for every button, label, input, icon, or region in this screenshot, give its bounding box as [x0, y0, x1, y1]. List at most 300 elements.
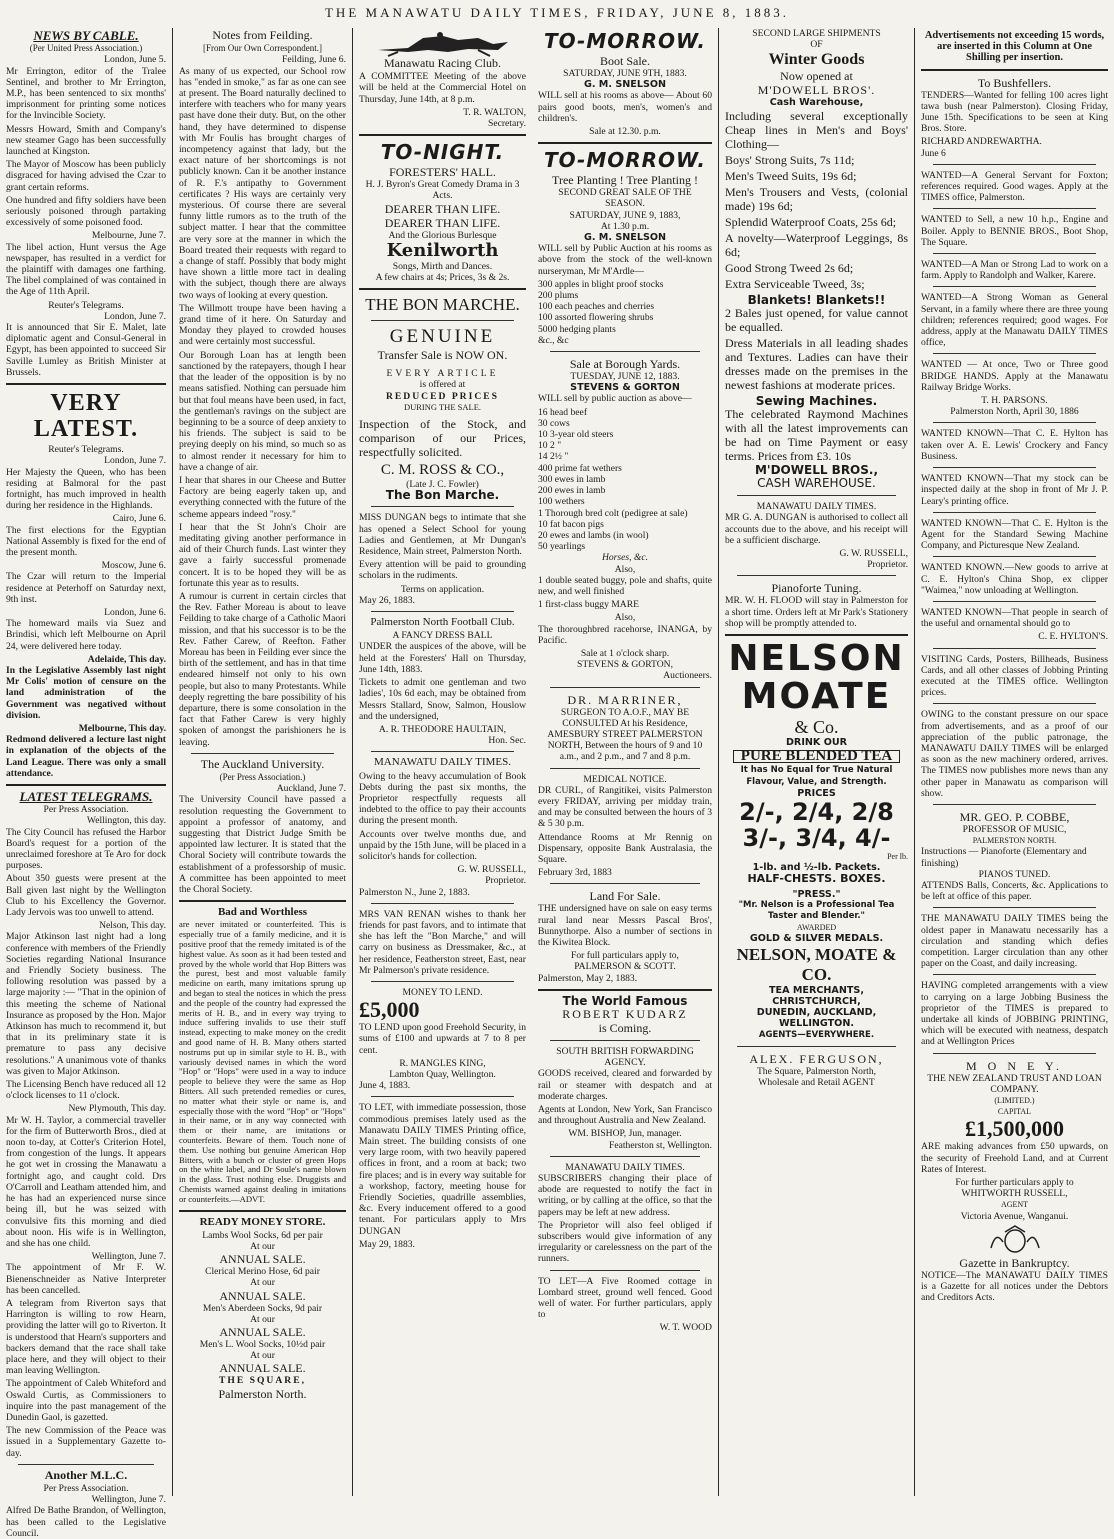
sale-item: 1 double seated buggy, pole and shafts, quite new, and well finished	[538, 574, 712, 597]
medals: GOLD & SILVER MEDALS.	[749, 933, 884, 945]
flood-notice: MR. W. H. FLOOD will stay in Palmerston for a short time. Orders left at Mr Park's Stationery shop will be promptly attended to.	[725, 595, 908, 629]
to-let-notice: TO LET—A Five Roomed cottage in Lombard street, ground well fenced. Good well of water. For further particulars, apply to	[538, 1275, 712, 1321]
signature: T. H. PARSONS.	[981, 395, 1048, 407]
article-paragraph: As many of us expected, our School row has "ended in smoke," as far as one can see at present. The Board naturally declined to interfere with teachers who for many years past have done their duty. But, on the other hand, they have determined to dispense with Mr Foulis has brought charges of incompetency against that lady, but the exact nature of her shortcomings is not publicly known. Can it be another instance of R. F.'s antipathy to Government certificates ? His ways are certainly very mysterious. Of course there are several funny little rumors as to the truth of the subject matter. I hear that the committee are very sore at the manner in which the Board treated their requests with regard to a change of staff. Possibly that body might have shown a little more tact in dealing with the subject, though there are always two ways of looking at every question.	[179, 65, 346, 301]
half-chests: HALF-CHESTS. BOXES.	[747, 872, 886, 886]
divider	[933, 601, 1096, 602]
mcdowell-name: M'DOWELL BROS'.	[757, 83, 876, 98]
section-sub: Per Press Association.	[43, 804, 129, 816]
article-paragraph: The libel action, Hunt versus the Age newspaper, has resulted in a verdict for the plaintiff with damages one farthing. The libel complained of was contained in the Age of 11th April.	[6, 241, 166, 298]
co-text: & Co.	[794, 717, 839, 738]
classified: WANTED—A General Servant for Foxton; references required. Good wages. Apply at the TIMES office, Palmerston.	[921, 169, 1108, 204]
dateline: London, June 7.	[104, 310, 166, 322]
tomorrow-heading: TO-MORROW.	[544, 148, 706, 173]
burlesque-line: And the Glorious Burlesque	[388, 229, 497, 241]
classified: TENDERS—Wanted for felling 100 acres light tawa bush (near Palmerston). Closing Friday, June 15th. Specifications to be seen at King Bros. Store.	[921, 89, 1108, 135]
price-row: 3/-, 3/4, 4/-	[742, 824, 891, 853]
sale-date: TUESDAY, JUNE 12, 1883.	[570, 371, 680, 383]
sale-at: At our	[250, 1350, 275, 1362]
classified: WANTED to Sell, a new 10 h.p., Engine and Boiler. Apply to BENNIE BROS., Boot Shop, The Square.	[921, 214, 1108, 248]
date: May 29, 1883.	[359, 1238, 415, 1250]
list-item: 30 cows	[538, 417, 570, 429]
column-3	[352, 28, 532, 1496]
sale-item: Men's L. Wool Socks, 10½d pair	[199, 1338, 326, 1350]
signature: RICHARD ANDREWARTHA.	[921, 136, 1042, 148]
divider	[18, 1464, 154, 1465]
mdt-heading: MANAWATU DAILY TIMES.	[373, 756, 512, 769]
price-line: Splendid Waterproof Coats, 25s 6d;	[725, 214, 897, 229]
marriner-heading: DR. MARRINER,	[567, 692, 683, 707]
annual-sale: ANNUAL SALE.	[219, 1252, 306, 1267]
divider	[737, 575, 896, 576]
list-item: 10 2 "	[538, 440, 562, 452]
article-paragraph: The Licensing Bench have reduced all 12 o'clock licenses to 11 o'clock.	[6, 1079, 166, 1102]
medical-heading: MEDICAL NOTICE.	[583, 773, 667, 785]
dateline: Melbourne, June 7.	[91, 230, 166, 242]
article-paragraph: Her Majesty the Queen, who has been residing at Balmoral for the past fortnight, has much improved in health during her residence in the Highlands.	[6, 466, 166, 512]
divider	[359, 134, 526, 136]
awarded: AWARDED	[796, 923, 837, 933]
second-sale: SECOND GREAT SALE OF THE SEASON.	[558, 187, 692, 210]
dateline: Cairo, June 6.	[112, 513, 166, 525]
sale-item: The thoroughbred racehorse, INANGA, by Pacific.	[538, 623, 712, 646]
article-paragraph: Mr Errington, editor of the Tralee Sentinel, and brother to Mr Errington, M.P., has been sentenced to six months' imprisonment for printing some notices for the Invincible Society.	[6, 65, 166, 122]
price-line: Men's Tweed Suits, 19s 6d;	[725, 168, 857, 183]
bon-marche-heading: THE BON MARCHE.	[365, 295, 520, 315]
column-mcdowell	[718, 28, 914, 1496]
address: Lambton Quay, Wellington.	[389, 1068, 496, 1080]
hop-bitters-advert: are never imitated or counterfeited. This is especially true of a family medicine, and it is positive proof that the remedy imitated is of the highest value. As soon as it had been tested and proved by the whole world that Hop Bitters was the purest, best and most valuable family medicine on earth, many imitations sprung up and began to steal the notices in which the press and the people of the country had expressed the merits of H. B., and in every way trying to induce suffering invalids to use their stuff instead, expecting to make money on the credit and good name of H. B. Many others started nostrums put up in similar style to H. B., with variously devised names in which the word "Hop" or "Hops" were used in a way to induce people to believe they were the same as Hop Bitters. All such pretended remedies or cures, no matter what their style or name is, and especially those with the word "Hop" or "Hops" in their name, or in any way connected with them or their name, are imitations or counterfeits. Beware of them. Touch none of them. Use nothing but genuine American Hop Bitters, with a bunch or cluster of green Hops on the white label, and Dr Soule's name blown in the glass. Trust nothing else. Druggists and Chemists warned against dealing in imitations or counterfeits.—ADVT.	[179, 919, 346, 1204]
reduced-prices: REDUCED PRICES	[385, 390, 500, 402]
date: June 4, 1883.	[359, 1080, 411, 1092]
signature: T. R. WALTON,	[463, 106, 526, 118]
list-item: &c., &c	[538, 334, 569, 346]
limited: (LIMITED.)	[994, 1096, 1035, 1106]
capital-amount: £1,500,000	[965, 1116, 1064, 1142]
mdt-notice: Accounts over twelve months due, and unpaid by the 15th June, will be placed in a solicitor's hands for collection.	[359, 828, 526, 862]
sale-notice: WILL sell by Public Auction at his rooms as above from the stock of the well-known nurseryman, Mr M'Ardle—	[538, 243, 712, 277]
prices-label: PRICES	[797, 787, 836, 799]
ross-sub: (Late J. C. Fowler)	[406, 479, 479, 491]
dateline: Wellington, this day.	[86, 815, 166, 827]
dateline: Adelaide, This day.	[87, 653, 166, 665]
ready-money-heading: READY MONEY STORE.	[199, 1215, 326, 1228]
money-amount: £5,000	[359, 997, 420, 1023]
capital-label: CAPITAL	[997, 1107, 1032, 1117]
dateline: New Plymouth, This day.	[68, 1103, 166, 1115]
dateline: Wellington, June 7.	[91, 1251, 166, 1263]
sale-date: SATURDAY, JUNE 9, 1883,	[569, 209, 681, 221]
date: May 26, 1883.	[359, 594, 415, 606]
divider	[538, 142, 712, 144]
sale-at: At our	[250, 1277, 275, 1289]
land-notice: THE undersigned have on sale on easy terms rural land near Messrs Pascal Bros', Bunnythorpe. Also a number of sections in the Kiwitea Block.	[538, 903, 712, 948]
subs-notice: SUBSCRIBERS changing their place of abode are requested to notify the fact in writing, or by calling at the office, so that the papers may be left at new address.	[538, 1173, 712, 1218]
column-6	[914, 28, 1114, 1496]
list-item: 100 assorted flowering shrubs	[538, 312, 654, 324]
list-item: 5000 hedging plants	[538, 323, 616, 335]
feilding-heading: Notes from Feilding.	[212, 28, 313, 42]
ball-notice: UNDER the auspices of the above, will be held at the Foresters' Hall on Thursday, June 14th, 1883.	[359, 641, 526, 675]
article-paragraph: In the Legislative Assembly last night Mr Colis' motion of censure on the land administration of the Government was negatived without division.	[6, 664, 166, 721]
divider	[550, 1156, 700, 1157]
classified: WANTED KNOWN—That my stock can be inspected daily at the shop in front of Mr J. P. Leary's printing office.	[921, 473, 1108, 507]
divider	[550, 1270, 700, 1271]
divider	[933, 253, 1096, 254]
price-line: Boys' Strong Suits, 7s 11d;	[725, 152, 855, 167]
during-sale: DURING THE SALE.	[403, 401, 482, 412]
press-label: "PRESS."	[792, 888, 841, 900]
signature-role: Secretary.	[488, 118, 526, 130]
price-line: A novelty—Waterproof Leggings, 8s 6d;	[725, 230, 908, 259]
mcdowell-sign: M'DOWELL BROS.,	[754, 463, 879, 478]
sale-item: 1 first-class buggy MARE	[538, 599, 639, 611]
packets: 1-lb. and ½-lb. Packets.	[752, 862, 881, 874]
dateline: London, June 7.	[104, 455, 166, 467]
divider	[737, 495, 896, 496]
also: Also,	[614, 563, 636, 575]
nelson-moate-co: NELSON, MOATE & CO.	[736, 944, 897, 984]
list-item: 20 ewes and lambs (in wool)	[538, 529, 649, 541]
pure-tea: PURE BLENDED TEA	[733, 750, 900, 763]
ross-name: C. M. ROSS & CO.,	[380, 462, 505, 479]
signature: C. E. HYLTON'S.	[1038, 631, 1108, 643]
subs-heading: MANAWATU DAILY TIMES.	[565, 1161, 685, 1173]
classified: WANTED—A Strong Woman as General Servant, in a family where there are three young children; references required; good wages. For address, apply at the Manawatu DAILY TIMES office,	[921, 292, 1108, 349]
blankets-notice: 2 Bales just opened, for value cannot be equalled.	[725, 305, 908, 334]
terms: Terms on application.	[400, 583, 485, 595]
signature: WM. BISHOP, Jun, manager.	[568, 1128, 682, 1140]
list-item: 1 Thorough bred colt (pedigree at sale)	[538, 507, 688, 519]
mdt-heading: MANAWATU DAILY TIMES.	[756, 501, 877, 513]
land-notice: For full particulars apply to,	[571, 950, 679, 962]
divider	[179, 1210, 346, 1212]
dearer-line: DEARER THAN LIFE.	[384, 201, 501, 216]
divider	[550, 351, 700, 352]
forwarding-heading: SOUTH BRITISH FORWARDING AGENCY.	[556, 1046, 694, 1069]
winter-goods: Winter Goods	[768, 51, 865, 69]
inspection-line: Inspection of the Stock, and comparison of our Prices, respectfully solicited.	[359, 417, 526, 460]
ball-notice: Tickets to admit one gentleman and two ladies', 10s 6d each, may be obtained from Messrs Stallard, Snow, Salmon, Houslow and the undersigned,	[359, 677, 526, 722]
sale-item: Men's Aberdeen Socks, 9d pair	[202, 1302, 323, 1314]
article-paragraph: A rumour is current in certain circles that the Rev. Father Moreau is about to leave Feilding to take charge of a Catholic Maori mission, and that his successor is to be the Rev. Father Carew, of Reefton. Father Moreau has been in Feilding ever since the birth of the settlement, and has in that time endeared himself not only to his own people, but also to many Protestants. While deeply regretting the bare possibility of his departure, there is some consolation in the fact that Father Carew is very highly spoken of amongst the parishioners he is leaving.	[179, 590, 346, 748]
section-sub: Reuter's Telegrams.	[48, 299, 124, 311]
gazette-heading: Gazette in Bankruptcy.	[959, 1255, 1070, 1270]
divider	[371, 903, 514, 904]
classified: WANTED KNOWN—That people in search of the useful and ornamental should go to	[921, 606, 1108, 630]
sale-at: At our	[250, 1240, 275, 1252]
signature: R. MANGLES KING,	[399, 1057, 486, 1069]
list-item: 10 fat bacon pigs	[538, 518, 604, 530]
offered-line: is offered at	[419, 379, 466, 391]
mlc-heading: Another M.L.C.	[44, 1467, 128, 1482]
sewing-heading: Sewing Machines.	[755, 393, 878, 408]
sale-item: Lambs Wool Socks, 6d per pair	[202, 1229, 323, 1241]
article-paragraph: I hear that the St John's Choir are meditating giving another performance in aid of their Church funds. Last winter they gave a fairly successful promenade concert. It is to be hoped they will be as fortunate this year as to results.	[179, 521, 346, 589]
dateline: Wellington, June 7.	[91, 1494, 166, 1506]
auctioneer-name: STEVENS & GORTON	[570, 382, 680, 394]
signature-role: Proprietor.	[485, 875, 526, 887]
cobbe-role: PROFESSOR OF MUSIC,	[962, 823, 1067, 835]
divider	[933, 907, 1096, 908]
money-heading: MONEY TO LEND.	[402, 986, 483, 998]
latest-telegrams-heading: LATEST TELEGRAMS.	[19, 788, 153, 804]
blankets-heading: Blankets! Blankets!!	[747, 292, 886, 307]
sale-at: At our	[250, 1313, 275, 1325]
royal-crest-icon	[985, 1224, 1045, 1254]
cash-warehouse: CASH WAREHOUSE.	[757, 476, 876, 491]
foresters-hall: FORESTERS' HALL.	[389, 165, 496, 180]
date: Palmerston, May 2, 1883.	[538, 972, 638, 984]
article-paragraph: The Mayor of Moscow has been publicly disgraced for having advised the Czar to grant certain reforms.	[6, 159, 166, 193]
city-line: CHRISTCHURCH,	[772, 995, 861, 1007]
racehorse-icon	[368, 30, 518, 56]
divider	[933, 1053, 1096, 1054]
nelson-logo-text: NELSON	[728, 638, 905, 680]
list-item: 300 ewes in lamb	[538, 473, 606, 485]
annual-sale: ANNUAL SALE.	[219, 1324, 306, 1339]
forwarding-notice: GOODS received, cleared and forwarded by rail or steamer with despatch and at moderate charges.	[538, 1068, 712, 1102]
annual-sale: ANNUAL SALE.	[219, 1361, 306, 1376]
signature: STEVENS & GORTON,	[577, 659, 673, 671]
divider	[933, 353, 1096, 354]
borough-sale: Sale at Borough Yards.	[569, 357, 681, 372]
tea-merchants: TEA MERCHANTS,	[769, 984, 864, 996]
section-sub: Reuter's Telegrams.	[48, 444, 124, 456]
annual-sale: ANNUAL SALE.	[219, 1288, 306, 1303]
classified: HAVING completed arrangements with a view to carrying on a large Jobbing Business the proprietor of the TIMES is prepared to undertake all kinds of JOBBING PRINTING, which will be executed with neatness, despatch and at Wellington Prices	[921, 980, 1108, 1048]
column-2	[172, 28, 352, 1496]
divider	[933, 164, 1096, 165]
article-paragraph: A telegram from Riverton says that Harrington is willing to row Hearn, providing the latter will go to Riverton. It is understood that Hearn's supporters and backers demand that the race shall take place here, and they will object to their man leaving Wellington.	[6, 1297, 166, 1377]
divider	[371, 751, 514, 752]
agents-everywhere: AGENTS—EVERYWHERE.	[758, 1029, 875, 1040]
advertisement-rate-heading: Advertisements not exceeding 15 words, are inserted in this Column at One Shilling per insertion.	[924, 30, 1105, 64]
price-line: Men's Trousers and Vests, (colonial made) 19s 6d;	[725, 184, 908, 213]
subs-notice: The Proprietor will also feel obliged if subscribers would give information of any irregularity or carelessness on the part of the runners.	[538, 1219, 712, 1265]
dress-notice: Dress Materials in all leading shades and Textures. Ladies can have their dresses made on the premises in the newest fashions at moderate prices.	[725, 335, 908, 392]
divider	[933, 804, 1096, 805]
dungan-notice: MR G. A. DUNGAN is authorised to collect all accounts due to the above, and his receipt will be a sufficient discharge.	[725, 512, 908, 546]
list-item: 10 3-year old steers	[538, 429, 614, 441]
signature-role: Auctioneers.	[663, 670, 712, 682]
address: Featherston st, Wellington.	[609, 1139, 712, 1151]
cable-heading: NEWS BY CABLE.	[33, 28, 139, 43]
article-paragraph: Major Atkinson last night had a long conference with members of the Friendly Societies regarding National Insurance and Friendly Society business. The following resolution was passed by a large majority :— "That in the opinion of this meeting the scheme of National Insurance as proposed by the Hon. Major Atkinson has much to recommend it, but that in its preliminary state it is premature to pass any decisive resolutions." A unanimous vote of thanks was given to Major Atkinson.	[6, 931, 166, 1077]
signature-role: Proprietor.	[867, 559, 908, 571]
divider	[550, 768, 700, 769]
section-sub: (Per Press Association.)	[219, 772, 306, 782]
every-article: EVERY ARTICLE	[386, 368, 499, 380]
classified: WANTED KNOWN—That C. E. Hylton is the Agent for the Standard Sewing Machine Company, and Picturesque New Zealand.	[921, 517, 1108, 552]
world-famous: The World Famous	[562, 993, 688, 1008]
divider	[371, 506, 514, 507]
bon-marche-sign: The Bon Marche.	[385, 488, 500, 503]
divider	[6, 784, 166, 786]
mcdowell-intro: Including several exceptionally Cheap lines in Men's and Boys' Clothing—	[725, 108, 908, 151]
article-paragraph: The Czar will return to the Imperial residence at Peterhoff on Saturday next, 9th inst.	[6, 571, 166, 605]
divider	[371, 981, 514, 982]
list-item: 100 each peaches and cherries	[538, 301, 655, 313]
divider	[933, 208, 1096, 209]
address: Victoria Avenue, Wanganui.	[960, 1210, 1069, 1222]
auctioneer-name: G. M. SNELSON	[583, 79, 667, 91]
divider	[933, 648, 1096, 649]
article-paragraph: About 350 guests were present at the Ball given last night by the Wellington Club to his Excellency the Governor. Lady Jervois was too unwell to attend.	[6, 873, 166, 919]
dateline: Nelson, This day.	[99, 920, 166, 932]
shipments-line: SECOND LARGE SHIPMENTS	[752, 28, 881, 39]
cash-warehouse: Cash Warehouse,	[769, 97, 864, 109]
dateline: Auckland, June 7.	[276, 783, 346, 795]
chairs-line: A few chairs at 4s; Prices, 3s & 2s.	[375, 272, 510, 284]
divider	[550, 687, 700, 688]
dungan-school: Every attention will be paid to grounding scholars in the rudiments.	[359, 559, 526, 582]
sale-item: Clerical Merino Hose, 6d pair	[205, 1266, 320, 1278]
dateline: London, June 6.	[104, 606, 166, 618]
kudarz-name: ROBERT KUDARZ	[562, 1007, 688, 1022]
forwarding-notice: Agents at London, New York, San Francisco and throughout Australia and New Zealand.	[538, 1104, 712, 1127]
dateline: Melbourne, This day.	[78, 722, 166, 734]
sale-time: Sale at 1 o'clock sharp.	[580, 647, 670, 659]
list-item: 16 head beef	[538, 406, 588, 418]
signature: W. T. WOOD	[659, 1322, 712, 1334]
classified: WANTED — At once, Two or Three good BRIDGE HANDS. Apply at the Manawatu Railway Bridge Works.	[921, 359, 1108, 393]
stock-list	[538, 407, 712, 553]
racing-notice: A COMMITTEE Meeting of the above will be held at the Commercial Hotel on Thursday, June 14th, at 8 p.m.	[359, 71, 526, 105]
nzt-heading: THE NEW ZEALAND TRUST AND LOAN COMPANY.	[927, 1072, 1102, 1095]
city-line: DUNEDIN, AUCKLAND,	[756, 1007, 877, 1019]
dateline: Moscow, June 6.	[101, 560, 166, 572]
land-heading: Land For Sale.	[589, 889, 661, 904]
university-heading: The Auckland University.	[200, 756, 325, 771]
list-item: 200 plums	[538, 290, 579, 302]
article-paragraph: The City Council has refused the Harbor Board's request for a portion of the unreclaimed foreshore at Te Aro for dock purposes.	[6, 826, 166, 872]
mdt-notice: Owing to the heavy accumulation of Book Debts during the past six months, the Proprietor respectfully requests all indebted to the office to pay their accounts during the present month.	[359, 770, 526, 827]
divider	[179, 900, 346, 902]
divider	[933, 467, 1096, 468]
opened-at: Now opened at	[780, 69, 853, 84]
article-paragraph: The University Council have passed a resolution requesting the Government to appoint a professor of anatomy, and suggesting that District Judge Smith be appointed law lecturer. It is stated that the Choral Society will contribute towards the establishment of a professorship of music. A committee has been appointed to meet the Choral Society.	[179, 794, 346, 896]
drink-our: DRINK OUR	[785, 737, 848, 749]
cobbe-town: PALMERSTON NORTH.	[972, 836, 1057, 846]
moate-logo-text: MOATE	[741, 676, 892, 718]
divider	[725, 634, 908, 636]
classified: THE MANAWATU DAILY TIMES being the oldest paper in Manawatu necessarily has a circulation and standing which defies competition. Larger circulation than any other paper on the Coast, and daily increasing.	[921, 913, 1108, 970]
divider	[359, 288, 526, 290]
sale-notice: WILL sell at his rooms as above— About 60 pairs good boots, men's, women's and children's.	[538, 90, 712, 124]
divider	[933, 286, 1096, 287]
sale-time: Sale at 12.30. p.m.	[589, 126, 661, 138]
classified: WANTED KNOWN—That C. E. Hylton has taken over A. E. Lewis' Crockery and Fancy Business.	[921, 428, 1108, 462]
play-title: H. J. Byron's Great Comedy Drama in 3 Acts.	[365, 179, 520, 202]
date: February 3rd, 1883	[538, 867, 612, 879]
press-quote: "Mr. Nelson is a Professional Tea Taster and Blender."	[738, 899, 895, 922]
article-paragraph: The homeward mails via Suez and Brindisi, which left Melbourne on April 24, were delivered here today.	[6, 618, 166, 652]
column-1	[0, 28, 172, 1539]
agent-role: Wholesale and Retail AGENT	[758, 1076, 875, 1088]
article-paragraph: Redmond delivered a lecture last night in explanation of the objects of the Land League. There was only a small attendance.	[6, 734, 166, 779]
article-paragraph: Our Borough Loan has at length been sanctioned by the ratepayers, though I hear that the leader of the opposition is by no means satisfied. Nothing can persuade him but that foul means have been used, in fact, the gentleman's ravings on the subject are beginning to be a source of deep anxiety to his friends. The subject is said to be preying deeply on his mind, so much so as to almost render it necessary for him to have a change of air.	[179, 349, 346, 473]
tonight-heading: TO-NIGHT.	[380, 140, 505, 165]
per-lb: Per lb.	[887, 852, 908, 862]
square-line: THE SQUARE,	[218, 1375, 307, 1387]
column-auction	[532, 28, 718, 1496]
list-item: 300 apples in blight proof stocks	[538, 278, 664, 290]
classified: WANTED KNOWN.—New goods to arrive at C. E. Hylton's China Shop, ex clipper "Waimea," now unloading at Wellington.	[921, 562, 1108, 596]
cobbe-instructions: Instructions — Pianoforte (Elementary and finishing)	[921, 846, 1087, 869]
is-coming: is Coming.	[598, 1021, 652, 1036]
list-item: 200 ewes in lamb	[538, 485, 606, 497]
marriner-notice: SURGEON TO A.O.F., MAY BE CONSULTED At his Residence, AMESBURY STREET PALMERSTON NORTH, Between the hours of 9 and 10 a.m., and 2 p.m., and 7 and 8 p.m.	[547, 706, 703, 763]
divider	[933, 512, 1096, 513]
horses-heading: Horses, &c.	[601, 552, 649, 564]
price-row: 2/-, 2/4, 2/8	[739, 798, 894, 827]
money-heading: M O N E Y.	[965, 1058, 1063, 1073]
tree-list	[538, 279, 712, 346]
signature: WHITWORTH RUSSELL,	[961, 1188, 1068, 1200]
nzt-further: For further particulars apply to	[955, 1177, 1074, 1189]
section-sub: [From Our Own Correspondent.]	[203, 43, 322, 54]
classified: OWING to the constant pressure on our space from advertisements, and as a proof of our appreciation of the public patronage, the MANAWATU DAILY TIMES will be enlarged as soon as the new machinery ordered, arrives. The TIMES now publishes more news than any other paper in Manawatu as comparison will show.	[921, 709, 1108, 799]
dateline: Feilding, June 6.	[282, 54, 346, 66]
divider	[933, 703, 1096, 704]
classified: ATTENDS Balls, Concerts, &c. Applications to be left at office of this paper.	[921, 879, 1108, 903]
divider	[737, 1046, 896, 1047]
signature: G. W. RUSSELL,	[839, 548, 908, 560]
tomorrow-heading: TO-MORROW.	[544, 29, 706, 53]
date: June 6	[921, 147, 946, 159]
article-paragraph: I hear that shares in our Cheese and Butter Factory are being eagerly taken up, and everything connected with the future of the scheme appears indeed "rosy."	[179, 474, 346, 520]
section-sub: Per Press Association.	[43, 1482, 129, 1494]
city-line: WELLINGTON.	[778, 1018, 855, 1030]
article-paragraph: Alfred De Bathe Brandon, of Wellington, has been called to the Legislative Council.	[6, 1505, 166, 1539]
piano-heading: Pianoforte Tuning.	[771, 581, 862, 596]
kenilworth-title: Kenilworth	[386, 239, 499, 261]
transfer-line: Transfer Sale is NOW ON.	[377, 348, 508, 363]
divider	[921, 69, 1108, 71]
divider	[538, 989, 712, 991]
article-paragraph: Mr W. H. Taylor, a commercial traveller for the firm of Butterworth Bros., died at noon to-day, at Cotter's Criterion Hotel, from congestion of the lungs. It appears he got wet in crossing the Manawatu a fortnight ago, and caught cold. Drs O'Carroll and Leatham attended him, and he has had an experienced nurse since being ill, but he was seized with convulsive fits this morning and died about noon. His wife is in Wellington, and she has one child.	[6, 1114, 166, 1249]
masthead: THE MANAWATU DAILY TIMES, FRIDAY, JUNE 8, 1883.	[324, 5, 790, 20]
price-line: Good Strong Tweed 2s 6d;	[725, 260, 854, 275]
list-item: 50 yearlings	[538, 541, 586, 553]
article-paragraph: It is announced that Sir E. Malet, late diplomatic agent and Consul-General in Egypt, has been appointed to succeed Sir Saville Lumley as British Minister at Brussels.	[6, 322, 166, 378]
article-paragraph: The appointment of Mr F. W. Bienenschneider as Native Interpreter has been cancelled.	[6, 1262, 166, 1296]
date: Palmerston North, April 30, 1886	[950, 406, 1079, 418]
football-heading: Palmerston North Football Club.	[370, 616, 515, 629]
divider	[191, 753, 334, 754]
list-item: 100 wethers	[538, 496, 585, 508]
signature-role: Hon. Sec.	[488, 735, 526, 747]
dateline: London, June 5.	[104, 54, 166, 66]
divider	[550, 883, 700, 884]
date: Palmerston N., June 2, 1883.	[359, 886, 470, 898]
divider	[933, 422, 1096, 423]
article-paragraph: The first elections for the Egyptian National Assembly is fixed for the end of the present month.	[6, 524, 166, 558]
article-paragraph: One hundred and fifty soldiers have been seriously poisoned through partaking excessively of some poisoned food.	[6, 194, 166, 229]
sale-time: At 1.30 p.m.	[600, 220, 650, 232]
signature: PALMERSON & SCOTT.	[574, 961, 676, 973]
town-line: Palmerston North.	[218, 1386, 307, 1401]
shipments-of: OF	[810, 39, 823, 51]
price-line: Extra Serviceable Tweed, 3s;	[725, 276, 865, 291]
no-equal: It has No Equal for True Natural Flavour, Value, and Strength.	[740, 765, 893, 787]
racing-club-heading: Manawatu Racing Club.	[384, 56, 501, 70]
article-paragraph: The appointment of Caleb Whiteford and Oswald Curtis, as Commissioners to inquire into the past management of the Dunedin Gaol, is gazetted.	[6, 1378, 166, 1423]
sewing-notice: The celebrated Raymond Machines with all the latest improvements can be had on Time Payment or easy terms. Prices from £3. 10s	[725, 407, 908, 464]
dearer-line: DEARER THAN LIFE.	[384, 215, 501, 230]
divider	[933, 556, 1096, 557]
